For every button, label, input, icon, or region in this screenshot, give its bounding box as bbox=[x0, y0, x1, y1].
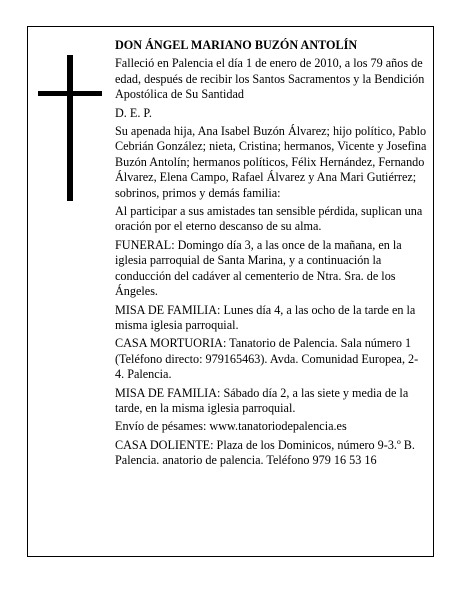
mortuary-details: CASA MORTUORIA: Tanatorio de Palencia. Sala número 1 (Teléfono directo: 979165463). Avda. Comunidad Europea, 2-4. Palencia. bbox=[115, 336, 419, 382]
prayer-request: Al participar a sus amistades tan sensible pérdida, suplican una oración por el eterno descanso de su alma. bbox=[115, 204, 423, 234]
obituary-notice bbox=[27, 26, 434, 557]
cross-icon bbox=[38, 55, 102, 201]
family-members: Su apenada hija, Ana Isabel Buzón Álvarez; hijo político, Pablo Cebrián González; nieta, Cristina; hermanos, Vicente y Josefina Buzón Antolín; hermanos políticos, Félix Hernández, Fernando Álvarez, Elena Campo, Rafael Álvarez y Ana Mari Gutiérrez; sobrinos, primos y demás familia: bbox=[115, 124, 427, 200]
death-announcement: Falleció en Palencia el día 1 de enero de 2010, a los 79 años de edad, después de recibir los Santos Sacramentos y la Bendición Apostólica de Su Santidad bbox=[115, 56, 425, 102]
cross-vertical-bar bbox=[67, 55, 73, 201]
bereaved-home-address: CASA DOLIENTE: Plaza de los Dominicos, número 9-3.º B. Palencia. anatorio de palencia. Teléfono 979 16 53 16 bbox=[115, 437, 415, 468]
cross-horizontal-bar bbox=[38, 91, 102, 96]
notice-body bbox=[115, 38, 427, 472]
condolences-website: Envío de pésames: www.tanatoriodepalencia.es bbox=[115, 419, 347, 434]
family-mass-monday: MISA DE FAMILIA: Lunes día 4, a las ocho de la tarde en la misma iglesia parroquial. bbox=[115, 302, 416, 332]
funeral-details: FUNERAL: Domingo día 3, a las once de la mañana, en la iglesia parroquial de Santa Marina, y a continuación la conducción del cadáver al cementerio de Ntra. Sra. de los Ángeles. bbox=[115, 237, 402, 299]
family-mass-saturday: MISA DE FAMILIA: Sábado día 2, a las siete y media de la tarde, en la misma iglesia parroquial. bbox=[115, 385, 409, 415]
deceased-name: DON ÁNGEL MARIANO BUZÓN ANTOLÍN bbox=[115, 38, 358, 52]
rest-in-peace: D. E. P. bbox=[115, 105, 152, 120]
